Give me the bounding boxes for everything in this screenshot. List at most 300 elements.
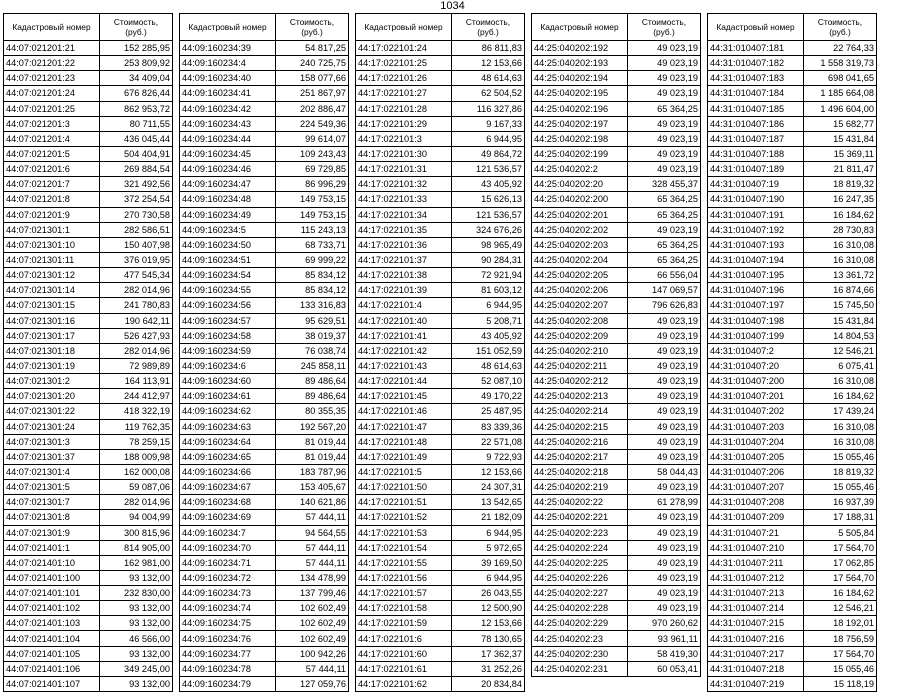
table-row xyxy=(708,101,877,116)
cadastral-number-cell: 44:07:021201:24 xyxy=(4,86,100,101)
cost-value-cell: 6 944,95 xyxy=(452,570,525,585)
cost-value-cell: 49 023,19 xyxy=(628,510,701,525)
cost-value-cell: 676 826,44 xyxy=(100,86,173,101)
cost-value-cell: 81 019,44 xyxy=(276,449,349,464)
cadastral-number-cell: 44:09:160234:77 xyxy=(180,646,276,661)
table-row xyxy=(532,131,701,146)
cost-value-cell: 16 184,62 xyxy=(804,389,877,404)
cadastral-number-cell: 44:09:160234:66 xyxy=(180,464,276,479)
cost-value-cell: 796 626,83 xyxy=(628,298,701,313)
cadastral-number-cell: 44:09:160234:42 xyxy=(180,101,276,116)
cadastral-table-4 xyxy=(531,13,701,677)
cadastral-number-cell: 44:09:160234:55 xyxy=(180,283,276,298)
table-row xyxy=(4,71,173,86)
cadastral-number-cell: 44:25:040202:225 xyxy=(532,555,628,570)
cost-value-cell: 149 753,15 xyxy=(276,192,349,207)
cadastral-number-cell: 44:25:040202:227 xyxy=(532,586,628,601)
cadastral-number-cell: 44:07:021301:7 xyxy=(4,495,100,510)
cadastral-number-cell: 44:25:040202:203 xyxy=(532,237,628,252)
cost-value-cell: 16 310,08 xyxy=(804,237,877,252)
cost-value-cell: 83 339,36 xyxy=(452,419,525,434)
table-row xyxy=(532,313,701,328)
table-row xyxy=(356,41,525,56)
cadastral-number-cell: 44:07:021301:11 xyxy=(4,252,100,267)
cadastral-number-cell: 44:25:040202:224 xyxy=(532,540,628,555)
table-row xyxy=(4,646,173,661)
cost-value-cell: 49 023,19 xyxy=(628,162,701,177)
table-row xyxy=(180,268,349,283)
table-row xyxy=(532,56,701,71)
cadastral-number-cell: 44:09:160234:49 xyxy=(180,207,276,222)
table-row xyxy=(180,116,349,131)
cost-value-cell: 183 787,96 xyxy=(276,464,349,479)
cadastral-number-cell: 44:25:040202:196 xyxy=(532,101,628,116)
cadastral-table-3 xyxy=(355,13,525,692)
table-row xyxy=(4,313,173,328)
cost-value-cell: 49 023,19 xyxy=(628,555,701,570)
table-row xyxy=(356,480,525,495)
cost-value-cell: 65 364,25 xyxy=(628,192,701,207)
cadastral-number-cell: 44:09:160234:69 xyxy=(180,510,276,525)
cost-value-cell: 49 023,19 xyxy=(628,131,701,146)
cost-value-cell: 81 019,44 xyxy=(276,434,349,449)
table-row xyxy=(532,41,701,56)
cadastral-number-cell: 44:25:040202:204 xyxy=(532,252,628,267)
cost-value-cell: 164 113,91 xyxy=(100,374,173,389)
cadastral-number-cell: 44:07:021301:19 xyxy=(4,358,100,373)
table-row xyxy=(356,570,525,585)
table-row xyxy=(356,131,525,146)
cadastral-number-cell: 44:25:040202:217 xyxy=(532,449,628,464)
cost-value-cell: 93 132,00 xyxy=(100,616,173,631)
table-row xyxy=(532,283,701,298)
cadastral-number-cell: 44:17:022101:32 xyxy=(356,177,452,192)
cost-value-cell: 15 369,11 xyxy=(804,146,877,161)
cadastral-table-2 xyxy=(179,13,349,692)
cost-value-cell: 49 023,19 xyxy=(628,146,701,161)
cadastral-number-cell: 44:31:010407:218 xyxy=(708,661,804,676)
table-row xyxy=(532,298,701,313)
cadastral-number-cell: 44:07:021201:7 xyxy=(4,177,100,192)
cadastral-number-cell: 44:25:040202:231 xyxy=(532,661,628,676)
cost-value-cell: 5 972,65 xyxy=(452,540,525,555)
cadastral-number-cell: 44:07:021201:25 xyxy=(4,101,100,116)
table-row xyxy=(180,313,349,328)
table-row xyxy=(180,419,349,434)
column-header-cost: Стоимость, (руб.) xyxy=(276,14,349,41)
cost-value-cell: 121 536,57 xyxy=(452,162,525,177)
cadastral-number-cell: 44:17:022101:62 xyxy=(356,676,452,691)
cost-value-cell: 46 566,00 xyxy=(100,631,173,646)
cost-value-cell: 85 834,12 xyxy=(276,268,349,283)
cost-value-cell: 22 571,08 xyxy=(452,434,525,449)
cadastral-number-cell: 44:31:010407:198 xyxy=(708,313,804,328)
cost-value-cell: 5 505,84 xyxy=(804,525,877,540)
cost-value-cell: 16 184,62 xyxy=(804,586,877,601)
cost-value-cell: 14 804,53 xyxy=(804,328,877,343)
table-row xyxy=(532,116,701,131)
table-row xyxy=(356,313,525,328)
cadastral-number-cell: 44:07:021301:9 xyxy=(4,525,100,540)
cost-value-cell: 86 996,29 xyxy=(276,177,349,192)
cadastral-number-cell: 44:17:022101:51 xyxy=(356,495,452,510)
cost-value-cell: 862 953,72 xyxy=(100,101,173,116)
cadastral-number-cell: 44:17:022101:4 xyxy=(356,298,452,313)
column-header-cadastral: Кадастровый номер xyxy=(708,14,804,41)
table-row xyxy=(4,374,173,389)
table-row xyxy=(532,268,701,283)
cost-value-cell: 21 182,09 xyxy=(452,510,525,525)
table-row xyxy=(356,555,525,570)
table-row xyxy=(4,495,173,510)
cadastral-number-cell: 44:31:010407:2 xyxy=(708,343,804,358)
table-row xyxy=(708,464,877,479)
cadastral-number-cell: 44:25:040202:209 xyxy=(532,328,628,343)
cost-value-cell: 61 278,99 xyxy=(628,495,701,510)
cost-value-cell: 58 044,43 xyxy=(628,464,701,479)
cost-value-cell: 80 711,55 xyxy=(100,116,173,131)
cost-value-cell: 6 075,41 xyxy=(804,358,877,373)
cost-value-cell: 16 247,35 xyxy=(804,192,877,207)
cadastral-number-cell: 44:31:010407:19 xyxy=(708,177,804,192)
table-row xyxy=(708,192,877,207)
table-row xyxy=(708,268,877,283)
cadastral-number-cell: 44:17:022101:59 xyxy=(356,616,452,631)
cadastral-number-cell: 44:17:022101:41 xyxy=(356,328,452,343)
table-row xyxy=(356,495,525,510)
cadastral-number-cell: 44:17:022101:39 xyxy=(356,283,452,298)
table-row xyxy=(4,177,173,192)
table-row xyxy=(356,646,525,661)
table-row xyxy=(4,146,173,161)
cadastral-number-cell: 44:25:040202:218 xyxy=(532,464,628,479)
cadastral-number-cell: 44:25:040202:195 xyxy=(532,86,628,101)
cost-value-cell: 17 188,31 xyxy=(804,510,877,525)
table-row xyxy=(4,86,173,101)
cadastral-number-cell: 44:07:021301:22 xyxy=(4,404,100,419)
cost-value-cell: 372 254,54 xyxy=(100,192,173,207)
cadastral-number-cell: 44:09:160234:60 xyxy=(180,374,276,389)
cost-value-cell: 504 404,91 xyxy=(100,146,173,161)
table-row xyxy=(4,41,173,56)
cadastral-number-cell: 44:25:040202:197 xyxy=(532,116,628,131)
cadastral-number-cell: 44:07:021301:8 xyxy=(4,510,100,525)
cadastral-number-cell: 44:31:010407:182 xyxy=(708,56,804,71)
cadastral-number-cell: 44:07:021201:21 xyxy=(4,41,100,56)
cadastral-number-cell: 44:09:160234:64 xyxy=(180,434,276,449)
table-row xyxy=(180,358,349,373)
cost-value-cell: 162 000,08 xyxy=(100,464,173,479)
cadastral-number-cell: 44:31:010407:190 xyxy=(708,192,804,207)
table-row xyxy=(708,480,877,495)
table-row xyxy=(4,510,173,525)
cadastral-number-cell: 44:25:040202:200 xyxy=(532,192,628,207)
cadastral-number-cell: 44:09:160234:5 xyxy=(180,222,276,237)
cadastral-number-cell: 44:17:022101:34 xyxy=(356,207,452,222)
cadastral-number-cell: 44:07:021201:8 xyxy=(4,192,100,207)
cadastral-number-cell: 44:17:022101:54 xyxy=(356,540,452,555)
cadastral-number-cell: 44:31:010407:212 xyxy=(708,570,804,585)
table-row xyxy=(708,676,877,691)
table-row xyxy=(356,389,525,404)
cadastral-number-cell: 44:07:021301:1 xyxy=(4,222,100,237)
table-row xyxy=(180,146,349,161)
table-row xyxy=(708,41,877,56)
table-row xyxy=(532,162,701,177)
table-row xyxy=(708,162,877,177)
cost-value-cell: 17 439,24 xyxy=(804,404,877,419)
cadastral-number-cell: 44:09:160234:72 xyxy=(180,570,276,585)
table-row xyxy=(708,419,877,434)
cost-value-cell: 376 019,95 xyxy=(100,252,173,267)
cadastral-number-cell: 44:17:022101:3 xyxy=(356,131,452,146)
cost-value-cell: 17 564,70 xyxy=(804,570,877,585)
cadastral-number-cell: 44:09:160234:39 xyxy=(180,41,276,56)
cadastral-number-cell: 44:07:021401:101 xyxy=(4,586,100,601)
cadastral-number-cell: 44:31:010407:21 xyxy=(708,525,804,540)
table-row xyxy=(4,555,173,570)
table-row xyxy=(532,328,701,343)
cadastral-number-cell: 44:07:021401:10 xyxy=(4,555,100,570)
cost-value-cell: 153 405,67 xyxy=(276,480,349,495)
cost-value-cell: 48 614,63 xyxy=(452,71,525,86)
table-row xyxy=(356,525,525,540)
table-row xyxy=(708,434,877,449)
cadastral-number-cell: 44:31:010407:206 xyxy=(708,464,804,479)
cost-value-cell: 321 492,56 xyxy=(100,177,173,192)
cost-value-cell: 25 487,95 xyxy=(452,404,525,419)
table-row xyxy=(532,601,701,616)
cadastral-number-cell: 44:17:022101:40 xyxy=(356,313,452,328)
cadastral-number-cell: 44:07:021301:24 xyxy=(4,419,100,434)
table-row xyxy=(356,298,525,313)
cost-value-cell: 9 722,93 xyxy=(452,449,525,464)
cost-value-cell: 17 564,70 xyxy=(804,540,877,555)
cadastral-number-cell: 44:07:021301:12 xyxy=(4,268,100,283)
cadastral-number-cell: 44:09:160234:41 xyxy=(180,86,276,101)
table-row xyxy=(532,570,701,585)
cost-value-cell: 59 087,06 xyxy=(100,480,173,495)
table-row xyxy=(4,525,173,540)
cost-value-cell: 970 260,62 xyxy=(628,616,701,631)
table-row xyxy=(708,661,877,676)
page-number: 1034 xyxy=(440,0,465,12)
table-row xyxy=(180,449,349,464)
cost-value-cell: 43 405,92 xyxy=(452,177,525,192)
table-row xyxy=(356,358,525,373)
cadastral-number-cell: 44:09:160234:79 xyxy=(180,676,276,691)
table-row xyxy=(708,71,877,86)
cadastral-number-cell: 44:25:040202:230 xyxy=(532,646,628,661)
cost-value-cell: 95 629,51 xyxy=(276,313,349,328)
table-row xyxy=(532,222,701,237)
table-row xyxy=(4,661,173,676)
cost-value-cell: 22 764,33 xyxy=(804,41,877,56)
cost-value-cell: 16 310,08 xyxy=(804,419,877,434)
cost-value-cell: 94 004,99 xyxy=(100,510,173,525)
cost-value-cell: 17 362,37 xyxy=(452,646,525,661)
table-row xyxy=(708,646,877,661)
cost-value-cell: 162 981,00 xyxy=(100,555,173,570)
cost-value-cell: 134 478,99 xyxy=(276,570,349,585)
cadastral-number-cell: 44:09:160234:75 xyxy=(180,616,276,631)
cost-value-cell: 1 185 664,08 xyxy=(804,86,877,101)
cost-value-cell: 300 815,96 xyxy=(100,525,173,540)
cadastral-number-cell: 44:25:040202:213 xyxy=(532,389,628,404)
table-row xyxy=(180,41,349,56)
cadastral-number-cell: 44:25:040202:198 xyxy=(532,131,628,146)
table-row xyxy=(180,661,349,676)
table-row xyxy=(4,480,173,495)
cost-value-cell: 15 055,46 xyxy=(804,449,877,464)
cadastral-number-cell: 44:07:021401:1 xyxy=(4,540,100,555)
cost-value-cell: 324 676,26 xyxy=(452,222,525,237)
cost-value-cell: 15 682,77 xyxy=(804,116,877,131)
table-row xyxy=(356,419,525,434)
cost-value-cell: 66 556,04 xyxy=(628,268,701,283)
cadastral-table-1 xyxy=(3,13,173,692)
cost-value-cell: 49 023,19 xyxy=(628,525,701,540)
cadastral-number-cell: 44:09:160234:6 xyxy=(180,358,276,373)
table-row xyxy=(180,192,349,207)
table-row xyxy=(708,601,877,616)
table-row xyxy=(532,419,701,434)
cadastral-number-cell: 44:31:010407:194 xyxy=(708,252,804,267)
cost-value-cell: 102 602,49 xyxy=(276,631,349,646)
cadastral-number-cell: 44:31:010407:186 xyxy=(708,116,804,131)
cadastral-number-cell: 44:07:021201:5 xyxy=(4,146,100,161)
table-row xyxy=(4,358,173,373)
cadastral-number-cell: 44:09:160234:76 xyxy=(180,631,276,646)
table-row xyxy=(356,116,525,131)
table-row xyxy=(356,616,525,631)
table-row xyxy=(708,510,877,525)
cadastral-number-cell: 44:09:160234:71 xyxy=(180,555,276,570)
column-header-cadastral: Кадастровый номер xyxy=(532,14,628,41)
table-row xyxy=(4,101,173,116)
cadastral-number-cell: 44:31:010407:200 xyxy=(708,374,804,389)
table-row xyxy=(532,237,701,252)
cadastral-number-cell: 44:09:160234:78 xyxy=(180,661,276,676)
cost-value-cell: 49 023,19 xyxy=(628,71,701,86)
cost-value-cell: 1 558 319,73 xyxy=(804,56,877,71)
table-row xyxy=(532,495,701,510)
table-row xyxy=(180,464,349,479)
table-row xyxy=(356,631,525,646)
table-row xyxy=(4,222,173,237)
cost-value-cell: 49 023,19 xyxy=(628,343,701,358)
table-row xyxy=(4,434,173,449)
cadastral-number-cell: 44:31:010407:183 xyxy=(708,71,804,86)
table-row xyxy=(708,86,877,101)
cost-value-cell: 48 614,63 xyxy=(452,358,525,373)
table-row xyxy=(532,192,701,207)
table-row xyxy=(356,252,525,267)
table-row xyxy=(180,646,349,661)
table-row xyxy=(180,555,349,570)
table-row xyxy=(4,570,173,585)
cadastral-number-cell: 44:25:040202:214 xyxy=(532,404,628,419)
cadastral-number-cell: 44:09:160234:45 xyxy=(180,146,276,161)
table-row xyxy=(4,601,173,616)
cadastral-number-cell: 44:07:021301:18 xyxy=(4,343,100,358)
cadastral-number-cell: 44:09:160234:4 xyxy=(180,56,276,71)
table-row xyxy=(180,328,349,343)
cadastral-number-cell: 44:31:010407:205 xyxy=(708,449,804,464)
table-row xyxy=(708,495,877,510)
cadastral-number-cell: 44:25:040202:192 xyxy=(532,41,628,56)
cadastral-number-cell: 44:07:021401:106 xyxy=(4,661,100,676)
cadastral-number-cell: 44:31:010407:213 xyxy=(708,586,804,601)
cost-value-cell: 100 942,26 xyxy=(276,646,349,661)
cadastral-number-cell: 44:25:040202:221 xyxy=(532,510,628,525)
cost-value-cell: 68 733,71 xyxy=(276,237,349,252)
table-row xyxy=(356,464,525,479)
table-row xyxy=(708,207,877,222)
cadastral-number-cell: 44:25:040202:2 xyxy=(532,162,628,177)
table-row xyxy=(708,540,877,555)
table-row xyxy=(180,101,349,116)
cadastral-table-5 xyxy=(707,13,877,692)
cadastral-number-cell: 44:07:021401:102 xyxy=(4,601,100,616)
table-row xyxy=(532,252,701,267)
cost-value-cell: 24 307,31 xyxy=(452,480,525,495)
cadastral-number-cell: 44:17:022101:36 xyxy=(356,237,452,252)
table-row xyxy=(532,86,701,101)
cadastral-number-cell: 44:25:040202:201 xyxy=(532,207,628,222)
cost-value-cell: 116 327,86 xyxy=(452,101,525,116)
cost-table xyxy=(179,13,349,692)
table-row xyxy=(708,131,877,146)
table-row xyxy=(356,586,525,601)
table-row xyxy=(356,222,525,237)
column-header-cadastral: Кадастровый номер xyxy=(180,14,276,41)
column-header-cadastral: Кадастровый номер xyxy=(4,14,100,41)
cadastral-number-cell: 44:07:021201:9 xyxy=(4,207,100,222)
table-row xyxy=(4,328,173,343)
table-row xyxy=(180,131,349,146)
cost-value-cell: 15 626,13 xyxy=(452,192,525,207)
cost-value-cell: 86 811,83 xyxy=(452,41,525,56)
table-row xyxy=(532,404,701,419)
cost-value-cell: 20 834,84 xyxy=(452,676,525,691)
cost-value-cell: 57 444,11 xyxy=(276,540,349,555)
cadastral-number-cell: 44:31:010407:219 xyxy=(708,676,804,691)
cost-value-cell: 140 621,86 xyxy=(276,495,349,510)
cost-value-cell: 69 729,85 xyxy=(276,162,349,177)
cadastral-number-cell: 44:07:021201:4 xyxy=(4,131,100,146)
cadastral-number-cell: 44:17:022101:46 xyxy=(356,404,452,419)
table-row xyxy=(4,56,173,71)
cost-value-cell: 477 545,34 xyxy=(100,268,173,283)
cost-value-cell: 72 921,94 xyxy=(452,268,525,283)
table-row xyxy=(180,540,349,555)
cadastral-number-cell: 44:25:040202:211 xyxy=(532,358,628,373)
cadastral-number-cell: 44:25:040202:223 xyxy=(532,525,628,540)
cadastral-number-cell: 44:31:010407:199 xyxy=(708,328,804,343)
table-row xyxy=(708,313,877,328)
cadastral-number-cell: 44:31:010407:216 xyxy=(708,631,804,646)
table-row xyxy=(4,616,173,631)
table-row xyxy=(356,601,525,616)
table-row xyxy=(180,237,349,252)
cost-value-cell: 526 427,93 xyxy=(100,328,173,343)
cost-value-cell: 188 009,98 xyxy=(100,449,173,464)
cost-value-cell: 62 504,52 xyxy=(452,86,525,101)
table-row xyxy=(532,555,701,570)
cost-value-cell: 16 874,66 xyxy=(804,283,877,298)
table-row xyxy=(356,146,525,161)
